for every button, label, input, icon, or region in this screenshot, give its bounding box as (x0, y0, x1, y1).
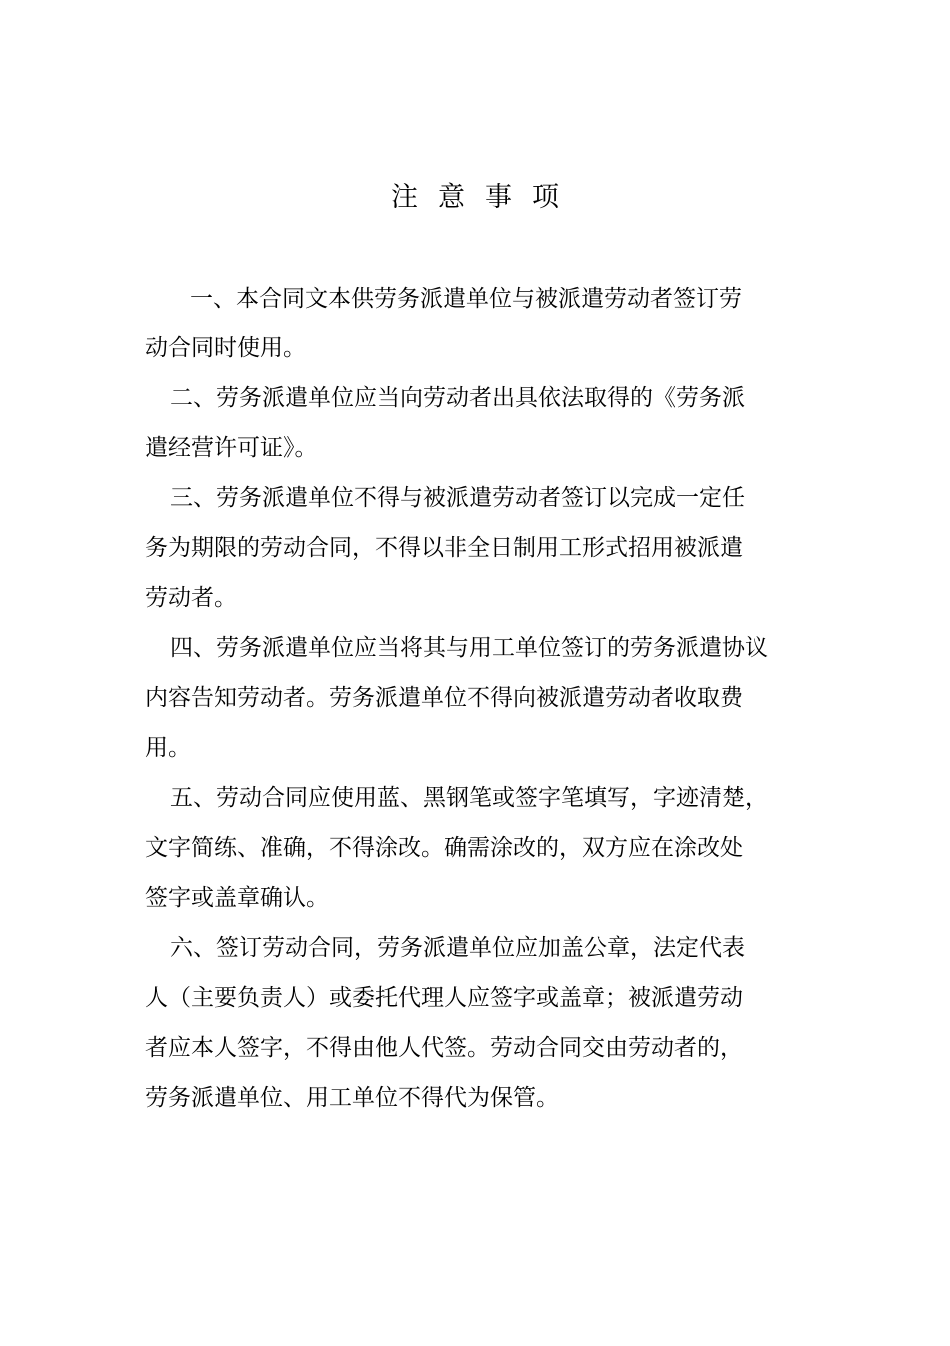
note-1-line-1: 一、本合同文本供劳务派遣单位与被派遣劳动者签订劳 (190, 286, 742, 312)
note-6-line-4: 劳务派遣单位、用工单位不得代为保管。 (145, 1085, 559, 1111)
note-6-line-2: 人（主要负责人）或委托代理人应签字或盖章；被派遣劳动 (145, 985, 743, 1011)
note-3-line-1: 三、劳务派遣单位不得与被派遣劳动者签订以完成一定任 (170, 485, 745, 511)
document-title: 注意事项 (391, 182, 579, 213)
note-4-line-3: 用。 (145, 735, 191, 761)
note-6-line-3: 者应本人签字，不得由他人代签。劳动合同交由劳动者的， (145, 1035, 743, 1061)
note-4-line-1: 四、劳务派遣单位应当将其与用工单位签订的劳务派遣协议 (170, 635, 768, 661)
note-4-line-2: 内容告知劳动者。劳务派遣单位不得向被派遣劳动者收取费 (145, 685, 743, 711)
note-5-line-1: 五、劳动合同应使用蓝、黑钢笔或签字笔填写，字迹清楚， (170, 785, 768, 811)
note-5-line-2: 文字简练、准确，不得涂改。确需涂改的，双方应在涂改处 (145, 835, 743, 861)
note-5-line-3: 签字或盖章确认。 (145, 885, 329, 911)
note-3-line-3: 劳动者。 (145, 585, 237, 611)
note-2-line-2: 遣经营许可证》。 (145, 435, 318, 461)
note-3-line-2: 务为期限的劳动合同，不得以非全日制用工形式招用被派遣 (145, 535, 743, 561)
note-6-line-1: 六、签订劳动合同，劳务派遣单位应加盖公章，法定代表 (170, 935, 745, 961)
note-2-line-1: 二、劳务派遣单位应当向劳动者出具依法取得的《劳务派 (170, 385, 745, 411)
note-1-line-2: 动合同时使用。 (145, 335, 306, 361)
